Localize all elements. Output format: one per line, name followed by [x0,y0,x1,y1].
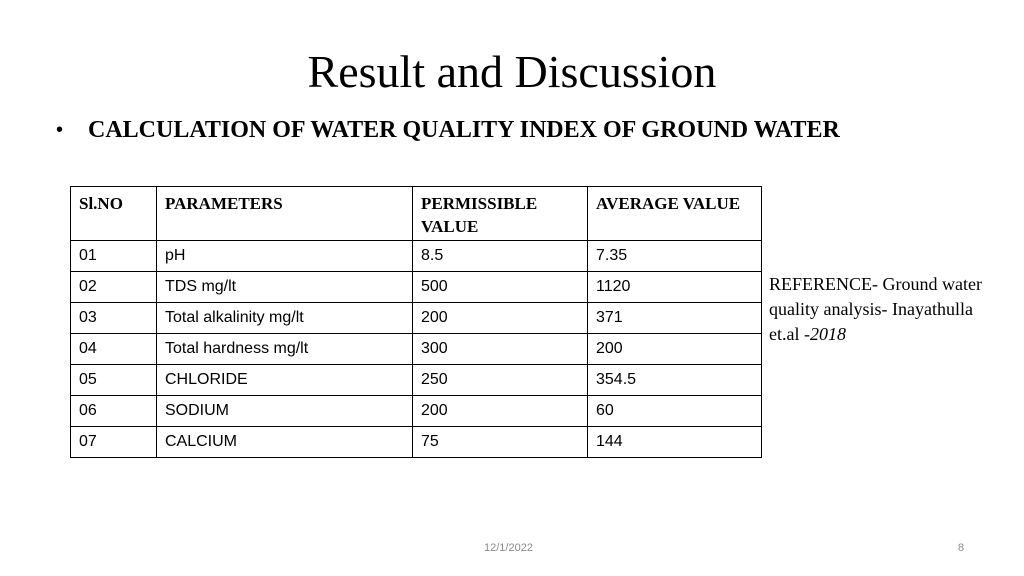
table-row [71,334,762,365]
cell-parameter: TDS mg/lt [157,272,413,303]
bullet-dot-icon: • [56,119,64,141]
cell-average: 7.35 [588,241,762,272]
reference-year: 2018 [809,324,846,344]
footer-date: 12/1/2022 [484,542,533,554]
reference-text: REFERENCE- Ground water quality analysis- Inayathulla et.al - [769,274,982,344]
cell-slno: 07 [71,427,157,458]
header-parameters: PARAMETERS [157,187,413,241]
cell-permissible: 300 [413,334,588,365]
cell-average: 60 [588,396,762,427]
table-row [71,365,762,396]
reference-note [769,272,984,347]
cell-average: 1120 [588,272,762,303]
cell-parameter: CHLORIDE [157,365,413,396]
slide-title: Result and Discussion [307,46,717,97]
cell-slno: 03 [71,303,157,334]
table-header-row [71,187,762,241]
header-permissible-value: PERMISSIBLE VALUE [413,187,588,241]
table-row [71,427,762,458]
table-row [71,272,762,303]
cell-permissible: 8.5 [413,241,588,272]
header-average-value: AVERAGE VALUE [588,187,762,241]
cell-average: 354.5 [588,365,762,396]
cell-average: 371 [588,303,762,334]
cell-slno: 02 [71,272,157,303]
table-row [71,396,762,427]
cell-slno: 05 [71,365,157,396]
cell-permissible: 75 [413,427,588,458]
cell-slno: 06 [71,396,157,427]
table-row [71,303,762,334]
cell-parameter: Total alkalinity mg/lt [157,303,413,334]
cell-parameter: CALCIUM [157,427,413,458]
page-number: 8 [958,542,965,554]
cell-slno: 01 [71,241,157,272]
cell-permissible: 200 [413,303,588,334]
cell-slno: 04 [71,334,157,365]
header-slno: Sl.NO [71,187,157,241]
cell-average: 144 [588,427,762,458]
table-row [71,241,762,272]
cell-permissible: 200 [413,396,588,427]
cell-parameter: Total hardness mg/lt [157,334,413,365]
cell-parameter: SODIUM [157,396,413,427]
bullet-text: CALCULATION OF WATER QUALITY INDEX OF GROUND WATER [88,117,840,143]
water-quality-table [70,186,762,458]
cell-parameter: pH [157,241,413,272]
cell-permissible: 250 [413,365,588,396]
cell-average: 200 [588,334,762,365]
cell-permissible: 500 [413,272,588,303]
